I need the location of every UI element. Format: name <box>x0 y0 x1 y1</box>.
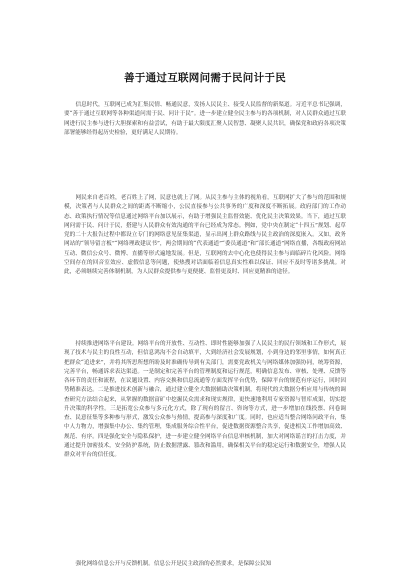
paragraph-2-text: 网民来自老百姓，老百姓上了网，民意也就上了网。从民主参与主体的视角看，互联网扩大了参与的范围和规模，决策者与人民群众之间的距离不断缩小，公民直接参与公共事务的广度和深度不断拓展。政府部门的工作动态、政策执行情况等信息通过网络平台加以展示，有助于增强民主监督效能、优化民主决策效果。当下，通过互联网问需于民、问计于民，搭建与人民群众有效沟通的平台已经成为常态。例如，党中央在制定“十四五”规划、起草党的二十大报告过程中都设立专门的网络意见征集渠道，显示出网上群众路线与民主政治的深度嵌入。又如，政务网站的“领导留言板”“网络理政建议书”，两会期间的“代表通道”“委员通道”和“部长通道”网络直播，各级政府网站互动、微信公众号、微博、直播等形式遍地发展。但是，互联网的去中心化也使得民主参与面临碎片化风险。网络空间存在的回音室效应、虚假信息等问题，使热搜对话面临着信息真实性难以保证、回应不及时等诸多挑战。对此，必须继续完善体制机制，为人民群众提供参与更便捷、监督更及时、回应更精准的途径。 <box>64 195 346 275</box>
document-title: 善于通过互联网问需于民问计于民 <box>124 72 286 84</box>
paragraph-3-text: 持续推进网络平台建设。网络平台的开放性、互动性、即时性能够加强了人民民主的民行领域和工作形式，展现了技术与民主的良性互动，但信息鸿沟不会自动填平，大到经济社会发展规划，小到身边的邻里事情，如何真正把群众“追进来”，并将其所思所想所盼及时准确传导到有关部门，需要党政机关与网络媒体加强协同，统筹资源，完善平台，畅通诉求表达渠道。一是制定和完善平台的管理制度和运行规范，明确信息发布、审核、处理、反馈等各环节的责任和流程，在议题设置、内容交换和信息流通等方面发挥平台优势，保障平台的规范有序运行，回时因势精准表达。二是推进技术创新与融合，通过建立健全大数据辅助决策机制，将现代的大数据分析应用与传统的调查研究方法结合起来，从掌握的数据富矿中挖掘民众需求和现实规律，更快速地利用专家资源与智库成果，切实提升决策的科学性。三是拓宽公众参与多元化方式，除了现有的留言、咨询等方式，进一步增加在线投票、问卷调查、民意征集等多种参与形式，激发公众参与热情，提高参与深度和广度。同时，也应适当整合网络问政平台，集中人力物力，增强集中办公、集约管理，集成服务综合性平台，促进数据资源整合共享，促进相关工作增加高效、规范、有序。四是强化安全与隐私保护，进一步建立健全网络平台信息审核机制，加大对网络谣言的打击力度，并通过提升加密技术，安全防护系统，防止数据泄露、篡改和滥用，确保相关平台的稳定运行和数据安全，增强人民群众对平台的信任度。 <box>64 341 346 458</box>
paragraph-2 <box>64 194 346 277</box>
paragraph-3 <box>64 340 346 460</box>
paragraph-4-text: 强化网络信息公开与反馈机制。信息公开是民主政治的必然要求，是保障公民知 <box>75 561 272 567</box>
paragraph-1 <box>64 101 346 138</box>
paragraph-1-text: 信息时代，互联网已成为汇集民情、畅通民意，发扬人民民主、接受人民监督的新渠道。习近平总书记强调，要“善于通过互联网等各种渠道问需于民、问计于民”。进一步建立健全民主参与的各项机制，对人民群众通过互联网进行民主参与进行大胆探索和有益尝试，有助于最大限度汇聚人民智慧、凝聚人民共识，确保党和政府各项决策部署能够经得起历史检验，更好满足人民期待。 <box>64 102 346 136</box>
paragraph-4 <box>64 560 346 569</box>
